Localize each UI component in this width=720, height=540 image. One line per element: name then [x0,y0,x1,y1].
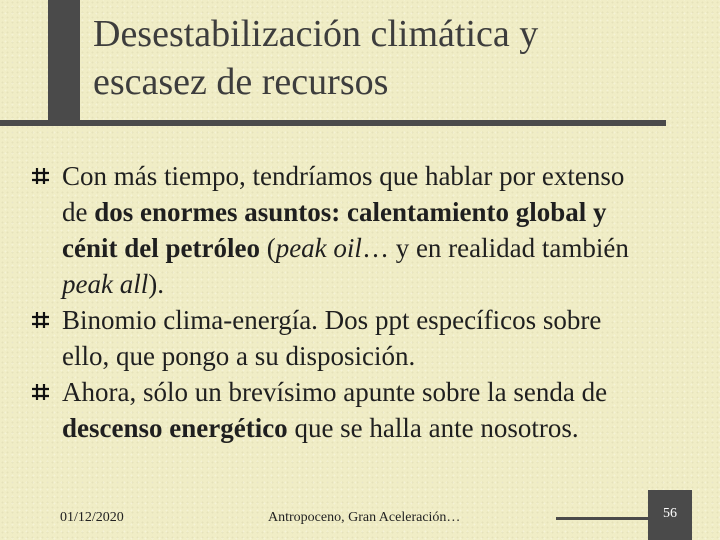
bullet-item-1 [30,158,650,302]
footer-title: Antropoceno, Gran Aceleración… [268,510,461,525]
title-line-2: escasez de recursos [93,61,389,103]
bullet-1-text-b: ( [259,233,276,263]
bullet-list [30,158,650,446]
page-number: 56 [663,506,677,521]
bullet-1-italic-peak-oil: peak oil [275,233,362,263]
bullet-item-2 [30,302,650,374]
footer-date: 01/12/2020 [60,510,124,525]
bullet-3-text-a: Ahora, sólo un brevísimo apunte sobre la senda de [62,377,608,407]
hash-bullet-icon [30,310,50,330]
bullet-1-bold-text: dos enormes asuntos: calentamiento global y cénit del petróleo [62,197,607,263]
footer-rule [556,517,648,520]
title-underline-rule [0,120,666,126]
bullet-1-text-c: … y en realidad también [361,233,629,263]
hash-bullet-icon [30,166,50,186]
bullet-1-italic-peak-all: peak all [62,269,149,299]
bullet-item-3 [30,374,650,446]
bullet-2-text: Binomio clima-energía. Dos ppt específicos sobre ello, que pongo a su disposición. [62,305,602,371]
bullet-3-text-b: que se halla ante nosotros. [287,413,579,443]
bullet-1-text-a: Con más tiempo, tendríamos que hablar por extenso de [62,161,625,227]
bullet-3-bold-text: descenso energético [62,413,288,443]
bullet-1-text-d: ). [148,269,164,299]
slide-title [93,10,693,106]
page-number-box [648,490,692,540]
hash-bullet-icon [30,382,50,402]
title-side-bar [48,0,80,126]
title-line-1: Desestabilización climática y [93,13,539,55]
